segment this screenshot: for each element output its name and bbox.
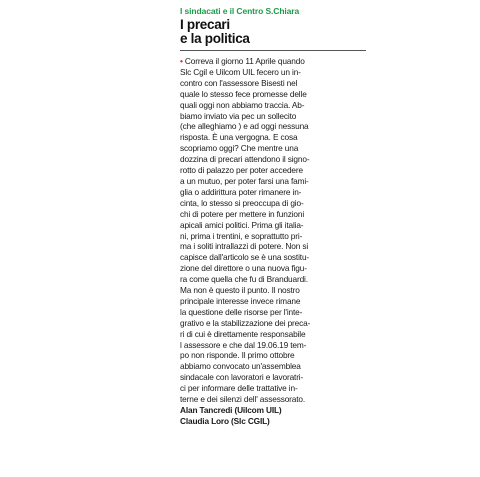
body-line: po non risponde. Il primo ottobre bbox=[180, 350, 295, 361]
body-line: cinta, lo stesso si preoccupa di gio- bbox=[180, 197, 304, 208]
body-line: risposta. È una vergogna. E cosa bbox=[180, 132, 298, 143]
body-line: quali oggi non abbiamo traccia. Ab- bbox=[180, 99, 305, 110]
body-line: la questione delle risorse per l'inte- bbox=[180, 306, 303, 317]
body-line: ci per informare delle trattative in- bbox=[180, 383, 298, 394]
body-line: Ma non è questo il punto. Il nostro bbox=[180, 285, 300, 296]
body-line: apicali amici politici. Prima gli italia- bbox=[180, 219, 304, 230]
divider-rule bbox=[180, 50, 366, 51]
body-line: dozzina di precari attendono il signo- bbox=[180, 154, 310, 165]
body-line: ni, prima i trentini, e soprattutto pri- bbox=[180, 230, 303, 241]
body-line: ma i soliti intrallazzi di potere. Non si bbox=[180, 241, 309, 252]
body-line: sindacale con lavoratori e lavoratri- bbox=[180, 372, 304, 383]
article-headline bbox=[180, 18, 366, 46]
body-line: (che alleghiamo ) e ad oggi nessuna bbox=[180, 121, 309, 132]
body-line: grativo e la stabilizzazione dei preca- bbox=[180, 317, 311, 328]
body-line: l assessore e che dal 19.06.19 tem- bbox=[180, 339, 307, 350]
body-line: Slc Cgil e Uilcom UIL fecero un in- bbox=[180, 66, 301, 77]
body-line: rotto di palazzo per poter accedere bbox=[180, 165, 303, 176]
headline-line: I precari bbox=[180, 17, 230, 32]
body-line bbox=[180, 56, 366, 67]
body-line: quale lo stesso fece promesse delle bbox=[180, 88, 307, 99]
article-body bbox=[180, 56, 366, 427]
body-line: a un mutuo, per poter farsi una fami- bbox=[180, 175, 309, 186]
body-line: glia o addirittura poter rimanere in- bbox=[180, 186, 302, 197]
body-line: scopriamo oggi? Che mentre una bbox=[180, 143, 299, 154]
body-line: contro con l'assessore Bisesti nel bbox=[180, 77, 298, 88]
bullet-icon: • bbox=[180, 56, 183, 66]
section-kicker: I sindacati e il Centro S.Chiara bbox=[180, 6, 300, 16]
headline-line: e la politica bbox=[180, 31, 250, 46]
body-first-line: Correva il giorno 11 Aprile quando bbox=[184, 56, 305, 66]
body-line: chi di potere per mettere in funzioni bbox=[180, 208, 305, 219]
body-line: abbiamo convocato un'assemblea bbox=[180, 361, 301, 372]
body-line: principale interesse invece rimane bbox=[180, 295, 301, 306]
body-line: biamo inviato via pec un sollecito bbox=[180, 110, 297, 121]
body-line: zione del direttore o una nuova figu- bbox=[180, 263, 307, 274]
newspaper-clipping bbox=[180, 6, 366, 427]
body-line: ra come quella che fu di Branduardi. bbox=[180, 274, 308, 285]
signature-line: Claudia Loro (Slc CGIL) bbox=[180, 415, 270, 426]
body-line: ri di cui è direttamente responsabile bbox=[180, 328, 306, 339]
body-line: terne e dei silenzi dell' assessorato. bbox=[180, 394, 306, 405]
signature-line: Alan Tancredi (Uilcom UIL) bbox=[180, 405, 282, 415]
body-line: capisce dall'articolo se è una sostitu- bbox=[180, 252, 310, 263]
